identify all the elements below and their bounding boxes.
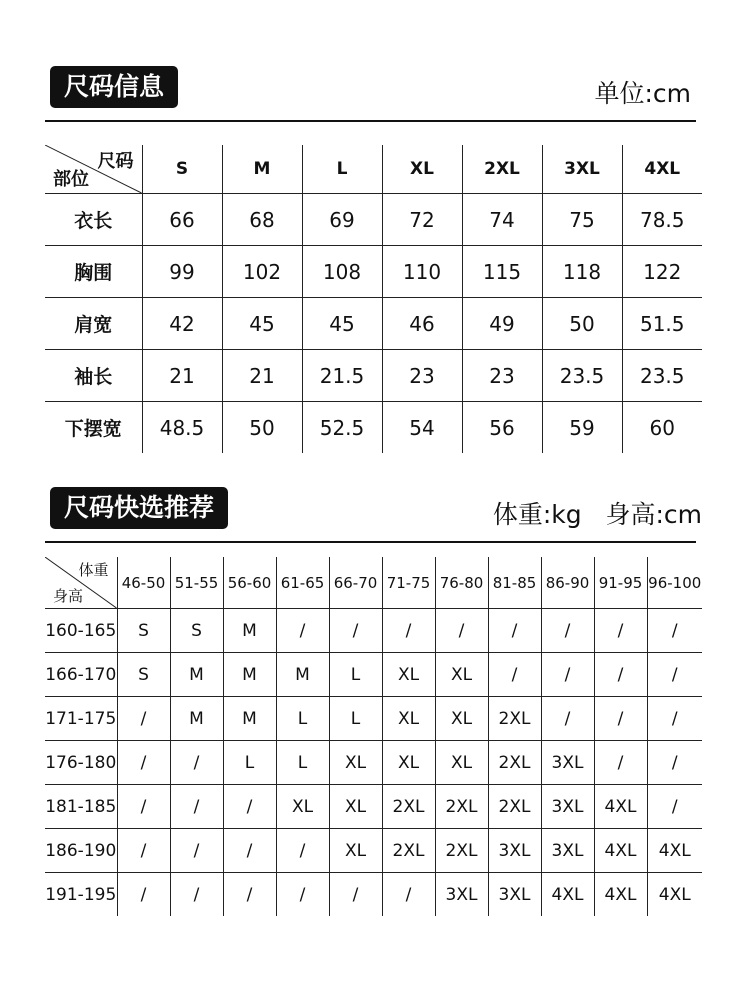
recommended-size-cell: 3XL xyxy=(541,741,594,785)
measurement-cell: 72 xyxy=(382,194,462,246)
table-row xyxy=(45,697,702,741)
measurement-cell: 115 xyxy=(462,246,542,298)
quick-select-divider xyxy=(45,541,696,543)
measurement-cell: 21 xyxy=(222,350,302,402)
quick-select-table xyxy=(45,557,702,916)
measurement-cell: 56 xyxy=(462,402,542,454)
recommended-size-cell: L xyxy=(223,741,276,785)
measurement-cell: 99 xyxy=(142,246,222,298)
size-column-header: 4XL xyxy=(622,145,702,194)
part-label: 胸围 xyxy=(45,246,142,298)
recommended-size-cell: 4XL xyxy=(594,785,647,829)
recommended-size-cell: M xyxy=(223,609,276,653)
table-row xyxy=(45,829,702,873)
recommended-size-cell: / xyxy=(382,873,435,917)
table-row xyxy=(45,246,702,298)
measurement-cell: 23 xyxy=(462,350,542,402)
measurement-cell: 52.5 xyxy=(302,402,382,454)
table-row xyxy=(45,741,702,785)
quick-select-header xyxy=(45,487,702,543)
quick-select-unit: 体重:kg 身高:cm xyxy=(492,500,702,529)
recommended-size-cell: / xyxy=(541,653,594,697)
recommended-size-cell: / xyxy=(223,829,276,873)
measurement-cell: 74 xyxy=(462,194,542,246)
height-label: 181-185 xyxy=(45,785,117,829)
measurement-cell: 108 xyxy=(302,246,382,298)
height-label: 186-190 xyxy=(45,829,117,873)
recommended-size-cell: / xyxy=(117,785,170,829)
recommended-size-cell: 2XL xyxy=(382,829,435,873)
height-label: 160-165 xyxy=(45,609,117,653)
measurement-cell: 54 xyxy=(382,402,462,454)
recommended-size-cell: L xyxy=(329,653,382,697)
quick-corner-cell xyxy=(45,557,117,609)
recommended-size-cell: 2XL xyxy=(435,829,488,873)
recommended-size-cell: M xyxy=(223,653,276,697)
weight-column-header: 51-55 xyxy=(170,557,223,609)
recommended-size-cell: M xyxy=(170,653,223,697)
measurement-cell: 51.5 xyxy=(622,298,702,350)
measurement-cell: 122 xyxy=(622,246,702,298)
height-label: 166-170 xyxy=(45,653,117,697)
recommended-size-cell: M xyxy=(170,697,223,741)
recommended-size-cell: / xyxy=(276,829,329,873)
recommended-size-cell: / xyxy=(329,609,382,653)
recommended-size-cell: / xyxy=(170,785,223,829)
measurement-cell: 21 xyxy=(142,350,222,402)
measurement-cell: 45 xyxy=(222,298,302,350)
recommended-size-cell: L xyxy=(329,697,382,741)
size-info-title: 尺码信息 xyxy=(50,66,178,108)
recommended-size-cell: XL xyxy=(382,697,435,741)
weight-column-header: 46-50 xyxy=(117,557,170,609)
size-info-unit: 单位:cm xyxy=(594,79,691,108)
recommended-size-cell: XL xyxy=(435,653,488,697)
recommended-size-cell: / xyxy=(170,873,223,917)
recommended-size-cell: / xyxy=(170,829,223,873)
recommended-size-cell: XL xyxy=(276,785,329,829)
recommended-size-cell: / xyxy=(647,785,702,829)
recommended-size-cell: 4XL xyxy=(594,829,647,873)
measurement-cell: 75 xyxy=(542,194,622,246)
recommended-size-cell: / xyxy=(647,741,702,785)
weight-header-row xyxy=(45,557,702,609)
size-column-header: 2XL xyxy=(462,145,542,194)
size-corner-row-label: 部位 xyxy=(53,169,89,190)
recommended-size-cell: / xyxy=(647,609,702,653)
table-row xyxy=(45,653,702,697)
measurement-cell: 60 xyxy=(622,402,702,454)
recommended-size-cell: / xyxy=(488,653,541,697)
height-label: 191-195 xyxy=(45,884,117,905)
recommended-size-cell: 3XL xyxy=(541,829,594,873)
table-row xyxy=(45,194,702,246)
weight-column-header: 86-90 xyxy=(541,557,594,609)
size-column-header: 3XL xyxy=(542,145,622,194)
recommended-size-cell: / xyxy=(647,697,702,741)
size-column-header: M xyxy=(222,145,302,194)
size-column-header: L xyxy=(302,145,382,194)
recommended-size-cell: / xyxy=(117,829,170,873)
height-label: 176-180 xyxy=(45,741,117,785)
recommended-size-cell: S xyxy=(117,609,170,653)
quick-select-title: 尺码快选推荐 xyxy=(50,487,228,529)
weight-column-header: 91-95 xyxy=(594,557,647,609)
measurement-cell: 45 xyxy=(302,298,382,350)
recommended-size-cell: 2XL xyxy=(382,785,435,829)
recommended-size-cell: XL xyxy=(329,741,382,785)
recommended-size-cell: 2XL xyxy=(488,741,541,785)
recommended-size-cell: S xyxy=(117,653,170,697)
recommended-size-cell: / xyxy=(541,609,594,653)
recommended-size-cell: / xyxy=(647,653,702,697)
recommended-size-cell: S xyxy=(170,609,223,653)
measurement-cell: 66 xyxy=(142,194,222,246)
size-corner-cell xyxy=(45,145,142,194)
measurement-cell: 118 xyxy=(542,246,622,298)
table-row xyxy=(45,609,702,653)
weight-column-header: 96-100 xyxy=(647,557,702,609)
recommended-size-cell: / xyxy=(223,785,276,829)
recommended-size-cell: 2XL xyxy=(435,785,488,829)
size-info-header xyxy=(45,66,696,122)
size-header-row xyxy=(45,145,702,194)
recommended-size-cell: 4XL xyxy=(594,873,647,917)
measurement-cell: 50 xyxy=(222,402,302,454)
size-corner-column-label: 尺码 xyxy=(97,151,134,172)
recommended-size-cell: XL xyxy=(329,829,382,873)
weight-column-header: 66-70 xyxy=(329,557,382,609)
recommended-size-cell: 3XL xyxy=(435,873,488,917)
size-info-divider xyxy=(45,120,696,122)
recommended-size-cell: L xyxy=(276,697,329,741)
recommended-size-cell: / xyxy=(594,741,647,785)
quick-corner-row-label: 身高 xyxy=(53,587,84,605)
recommended-size-cell: XL xyxy=(435,741,488,785)
recommended-size-cell: / xyxy=(276,873,329,917)
weight-column-header: 56-60 xyxy=(223,557,276,609)
size-column-header: XL xyxy=(382,145,462,194)
recommended-size-cell: / xyxy=(594,609,647,653)
height-label: 171-175 xyxy=(45,697,117,741)
recommended-size-cell: / xyxy=(276,609,329,653)
table-row xyxy=(45,350,702,402)
measurement-cell: 46 xyxy=(382,298,462,350)
recommended-size-cell: 4XL xyxy=(647,829,702,873)
recommended-size-cell: / xyxy=(488,609,541,653)
part-label: 袖长 xyxy=(45,350,142,402)
measurement-cell: 78.5 xyxy=(622,194,702,246)
measurement-cell: 50 xyxy=(542,298,622,350)
recommended-size-cell: 4XL xyxy=(541,873,594,917)
recommended-size-cell: 3XL xyxy=(541,785,594,829)
measurement-cell: 49 xyxy=(462,298,542,350)
recommended-size-cell: / xyxy=(382,609,435,653)
recommended-size-cell: / xyxy=(594,697,647,741)
recommended-size-cell: L xyxy=(276,741,329,785)
part-label: 下摆宽 xyxy=(64,418,122,440)
part-label: 肩宽 xyxy=(45,298,142,350)
table-row xyxy=(45,785,702,829)
part-label: 衣长 xyxy=(45,194,142,246)
recommended-size-cell: / xyxy=(435,609,488,653)
recommended-size-cell: / xyxy=(117,741,170,785)
recommended-size-cell: / xyxy=(170,741,223,785)
recommended-size-cell: / xyxy=(117,697,170,741)
recommended-size-cell: 3XL xyxy=(488,829,541,873)
quick-corner-column-label: 体重 xyxy=(78,561,109,579)
table-row xyxy=(45,298,702,350)
measurement-cell: 110 xyxy=(382,246,462,298)
measurement-cell: 59 xyxy=(542,402,622,454)
recommended-size-cell: M xyxy=(223,697,276,741)
measurement-cell: 69 xyxy=(302,194,382,246)
recommended-size-cell: 3XL xyxy=(488,873,541,917)
table-row xyxy=(45,873,702,917)
measurement-cell: 23 xyxy=(382,350,462,402)
recommended-size-cell: / xyxy=(594,653,647,697)
measurement-cell: 23.5 xyxy=(542,350,622,402)
measurement-cell: 42 xyxy=(142,298,222,350)
weight-column-header: 76-80 xyxy=(435,557,488,609)
size-column-header: S xyxy=(142,145,222,194)
recommended-size-cell: / xyxy=(329,873,382,917)
weight-column-header: 61-65 xyxy=(276,557,329,609)
measurement-cell: 68 xyxy=(222,194,302,246)
measurement-cell: 48.5 xyxy=(142,402,222,454)
recommended-size-cell: / xyxy=(117,873,170,917)
table-row xyxy=(45,402,702,454)
recommended-size-cell: 4XL xyxy=(647,873,702,917)
recommended-size-cell: XL xyxy=(329,785,382,829)
recommended-size-cell: 2XL xyxy=(488,785,541,829)
recommended-size-cell: 2XL xyxy=(488,697,541,741)
recommended-size-cell: / xyxy=(223,873,276,917)
measurement-cell: 102 xyxy=(222,246,302,298)
recommended-size-cell: M xyxy=(276,653,329,697)
recommended-size-cell: XL xyxy=(435,697,488,741)
measurement-cell: 23.5 xyxy=(622,350,702,402)
weight-column-header: 81-85 xyxy=(488,557,541,609)
weight-column-header: 71-75 xyxy=(382,557,435,609)
size-table xyxy=(45,145,702,453)
recommended-size-cell: / xyxy=(541,697,594,741)
recommended-size-cell: XL xyxy=(382,741,435,785)
measurement-cell: 21.5 xyxy=(302,350,382,402)
recommended-size-cell: XL xyxy=(382,653,435,697)
